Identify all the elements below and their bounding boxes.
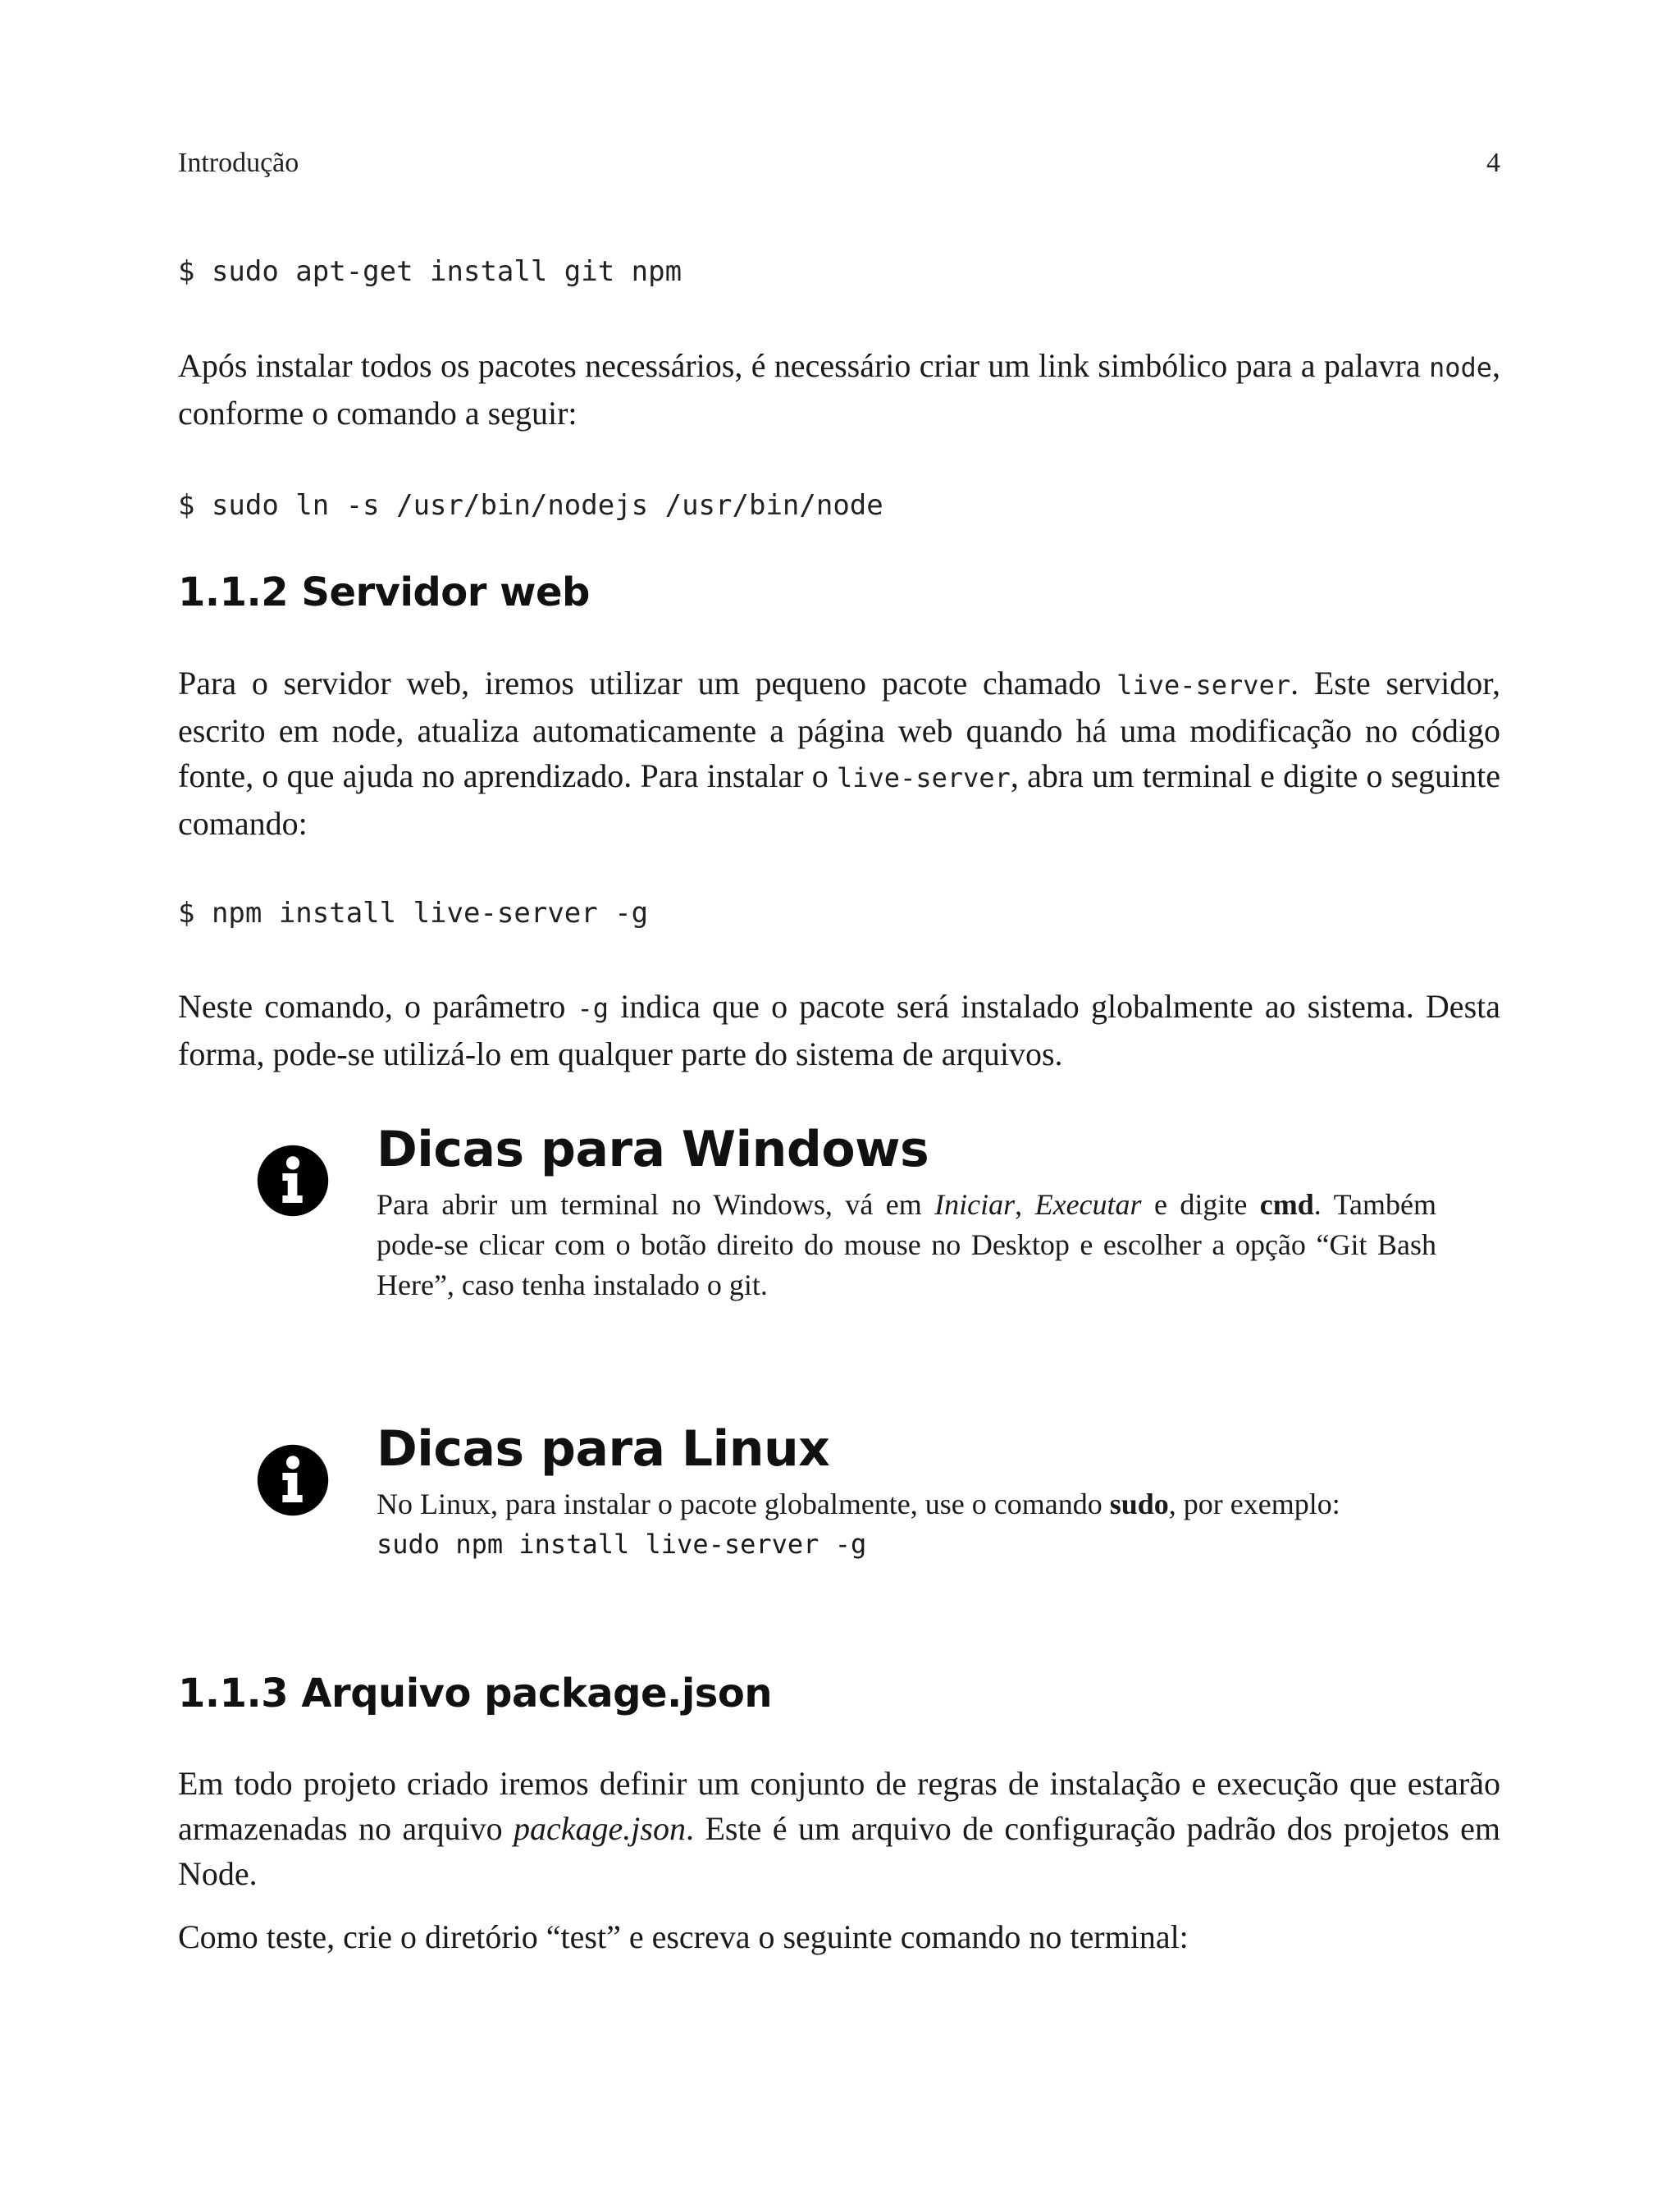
inline-code-g-flag: -g [577, 993, 609, 1024]
paragraph-test-dir: Como teste, crie o diretório “test” e escreva o seguinte comando no terminal: [178, 1918, 1189, 1955]
tip-strong: sudo [1109, 1488, 1169, 1520]
code-block-npm-install: $ npm install live-server -g [178, 897, 649, 930]
code-block-apt-get: $ sudo apt-get install git npm [178, 255, 682, 288]
tip-emphasis: Executar [1034, 1188, 1142, 1221]
paragraph-text: indica que o pacote será instalado globalmente ao sistema. Desta forma, pode-se utilizá-lo em qualquer parte do sistema de arquivos. [178, 988, 1500, 1072]
page-number: 4 [1486, 148, 1500, 178]
paragraph-text: , conforme o comando a seguir: [178, 347, 1500, 432]
paragraph-text: . Este é um arquivo de configuração padrão dos projetos em Node. [178, 1810, 1500, 1892]
tip-title: Dicas para Windows [377, 1121, 929, 1178]
paragraph-text: Após instalar todos os pacotes necessários, é necessário criar um link simbólico para a palavra [178, 347, 1429, 384]
paragraph-text: Neste comando, o parâmetro [178, 988, 578, 1025]
inline-code-live-server: live-server [837, 762, 1011, 793]
paragraph-text: . Este servidor, escrito em node, atualiza automaticamente a página web quando há uma modificação no código fonte, o que ajuda no aprendizado. Para instalar o [178, 665, 1501, 794]
paragraph-package-json [178, 1761, 1500, 1896]
paragraph-live-server [178, 661, 1500, 846]
paragraph-global-flag [178, 984, 1500, 1077]
paragraph-text: , abra um terminal e digite o seguinte comando: [178, 757, 1500, 842]
tip-body [377, 1185, 1436, 1305]
tip-text: No Linux, para instalar o pacote globalmente, use o comando [377, 1488, 1110, 1520]
code-block-ln: $ sudo ln -s /usr/bin/nodejs /usr/bin/node [178, 489, 883, 522]
tip-text: . Também pode-se clicar com o botão direito do mouse no Desktop e escolher a opção “Git Bash Here”, caso tenha instalado o git. [377, 1188, 1437, 1301]
paragraph-symlink [178, 343, 1500, 436]
tip-code: sudo npm install live-server -g [377, 1529, 867, 1560]
tip-text: , [1015, 1188, 1035, 1221]
inline-code-node: node [1428, 352, 1492, 383]
info-icon [256, 1144, 330, 1218]
tip-strong: cmd [1259, 1188, 1314, 1221]
tip-title: Dicas para Linux [377, 1420, 830, 1478]
tip-text: , por exemplo: [1168, 1488, 1340, 1520]
paragraph-text: Em todo projeto criado iremos definir um conjunto de regras de instalação e execução que estarão armazenadas no arquivo [178, 1765, 1500, 1847]
info-icon [256, 1443, 330, 1517]
tip-box-windows [256, 1121, 1470, 1334]
heading-servidor-web: 1.1.2 Servidor web [178, 569, 590, 615]
tip-text: e digite [1141, 1188, 1260, 1221]
header-section-title: Introdução [178, 148, 299, 178]
tip-text: Para abrir um terminal no Windows, vá em [377, 1188, 935, 1221]
tip-body [377, 1484, 1436, 1565]
tip-box-linux [256, 1420, 1470, 1584]
emphasis-package-json: package.json [514, 1810, 686, 1847]
inline-code-live-server: live-server [1116, 670, 1291, 701]
heading-package-json: 1.1.3 Arquivo package.json [178, 1671, 772, 1716]
tip-emphasis: Iniciar [934, 1188, 1016, 1221]
paragraph-text: Para o servidor web, iremos utilizar um pequeno pacote chamado [178, 665, 1117, 702]
